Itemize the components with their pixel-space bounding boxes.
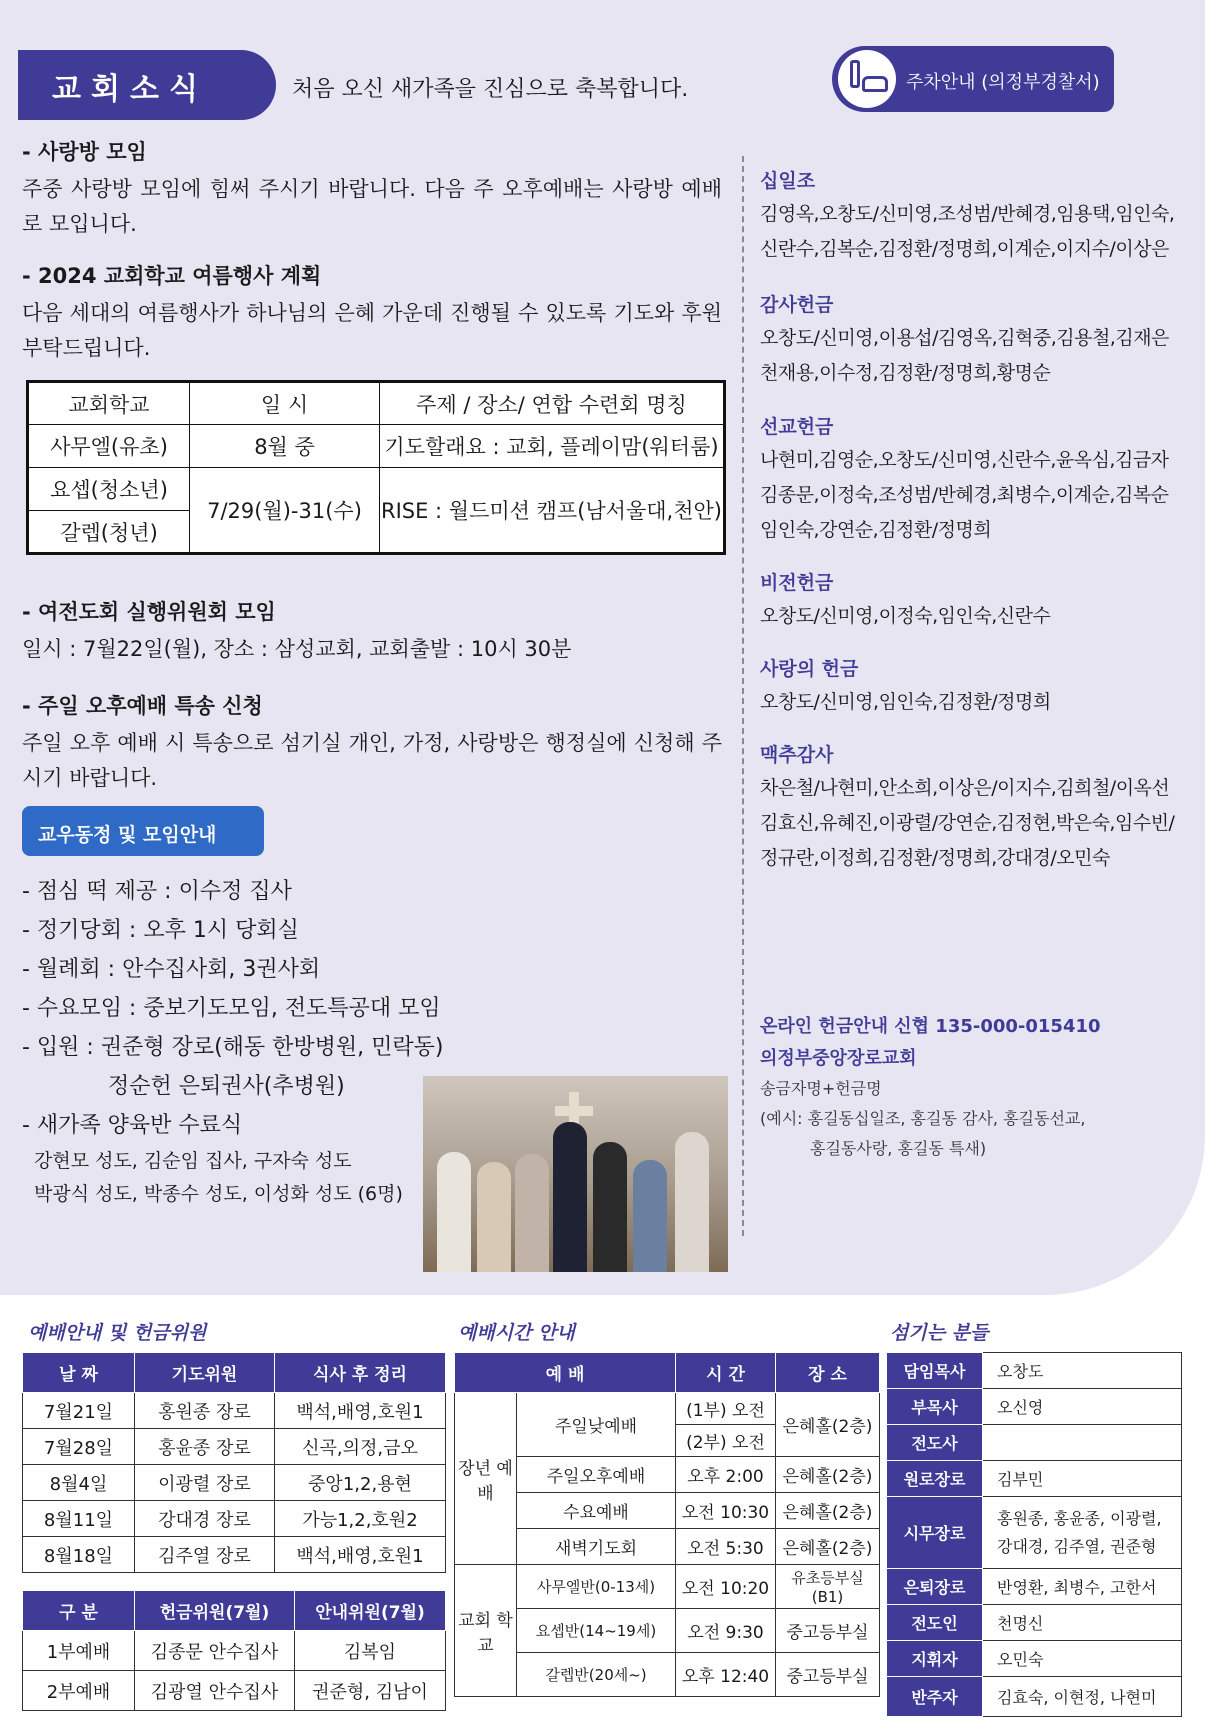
offering-names: [760, 197, 1190, 267]
role-value: 오창도: [983, 1353, 1182, 1389]
table-row: [23, 1631, 446, 1671]
role-label: 전도사: [887, 1425, 983, 1461]
table-header: 안내위원(7월): [295, 1591, 446, 1631]
table-header: 일 시: [190, 382, 380, 425]
table-cell: 중고등부실: [776, 1653, 880, 1697]
table-cell: 주일오후예배: [517, 1457, 676, 1493]
list-item: - 점심 떡 제공 : 이수정 집사: [22, 879, 292, 904]
news-body: 주중 사랑방 모임에 힘써 주시기 바랍니다. 다음 주 오후예배는 사랑방 예배로 모입니다.: [22, 177, 722, 236]
sender-format: 송금자명+헌금명: [760, 1079, 882, 1098]
table-cell: 8월4일: [23, 1465, 135, 1501]
role-value: 김효숙, 이현정, 나현미: [983, 1677, 1182, 1717]
table-cell: 요셉(청소년): [28, 468, 190, 511]
table-cell: 사무엘(유초): [28, 425, 190, 468]
table-row: [887, 1425, 1182, 1461]
table-header: 주제 / 장소/ 연합 수련회 명칭: [380, 382, 725, 425]
table-row: [455, 1565, 880, 1609]
table-row: [23, 1537, 446, 1573]
table-cell: 오전 5:30: [676, 1529, 776, 1565]
list-item: - 입원 : 권준형 장로(해동 한방병원, 민락동): [22, 1035, 444, 1060]
table-cell: 오후 12:40: [676, 1653, 776, 1697]
table-header: 구 분: [23, 1591, 135, 1631]
list-item: - 수요모임 : 중보기도모임, 전도특공대 모임: [22, 996, 441, 1021]
table-cell: 7월28일: [23, 1429, 135, 1465]
role-label: 담임목사: [887, 1353, 983, 1389]
table-cell: 1부예배: [23, 1631, 135, 1671]
table-cell: 8월11일: [23, 1501, 135, 1537]
table-cell: 7월21일: [23, 1393, 135, 1429]
table-header: 예 배: [455, 1353, 676, 1393]
offering-names: [760, 321, 1190, 391]
column-divider: [742, 156, 744, 1236]
table-cell: 김주열 장로: [135, 1537, 275, 1573]
offering-section: [760, 740, 1190, 876]
news-title: - 주일 오후예배 특송 신청: [22, 694, 263, 718]
table-cell: 새벽기도회: [517, 1529, 676, 1565]
table-cell: 요셉반(14~19세): [517, 1609, 676, 1653]
offering-line: 임인숙,강연순,김정환/정명희: [760, 519, 992, 541]
table-header: 날 짜: [23, 1353, 135, 1393]
offering-title: 선교헌금: [760, 416, 834, 438]
usher-table: [22, 1590, 446, 1711]
group-cell: 장년 예배: [455, 1393, 517, 1565]
news-title: - 사랑방 모임: [22, 140, 147, 164]
table-header: 교회학교: [28, 382, 190, 425]
table-cell: 권준형, 김남이: [295, 1671, 446, 1711]
table-cell: 오후 2:00: [676, 1457, 776, 1493]
offering-line: 나현미,김영순,오창도/신미영,신란수,윤옥심,김금자: [760, 449, 1169, 471]
service-time-table: [454, 1352, 880, 1697]
table-cell: 기도할래요 : 교회, 플레이맘(워터룸): [380, 425, 725, 468]
news-title: - 여전도회 실행위원회 모임: [22, 600, 276, 624]
offering-line: 오창도/신미영,이용섭/김영옥,김혁중,김용철,김재은: [760, 327, 1169, 349]
table-cell: 강대경 장로: [135, 1501, 275, 1537]
role-value: 반영환, 최병수, 고한서: [983, 1569, 1182, 1605]
example-line: 홍길동사랑, 홍길동 특새): [810, 1139, 987, 1158]
graduates-line: 박광식 성도, 박종수 성도, 이성화 성도 (6명): [34, 1183, 403, 1205]
servants-table: [886, 1352, 1182, 1717]
offering-line: 오창도/신미영,이정숙,임인숙,신란수: [760, 605, 1051, 627]
news-item: [22, 596, 722, 667]
table-cell: 신곡,의정,금오: [275, 1429, 446, 1465]
table-row: [455, 1609, 880, 1653]
offering-section: [760, 654, 1190, 720]
table-cell: 이광렬 장로: [135, 1465, 275, 1501]
offering-line: 신란수,김복순,김정환/정명희,이계순,이지수/이상은: [760, 238, 1169, 260]
list-item: - 새가족 양육반 수료식: [22, 1113, 243, 1138]
table-row: [887, 1497, 1182, 1569]
offering-title: 비전헌금: [760, 572, 834, 594]
fellowship-list: [22, 874, 444, 1147]
parking-info-button[interactable]: [832, 46, 1114, 112]
graduates: [34, 1146, 403, 1212]
role-label: 원로장로: [887, 1461, 983, 1497]
table-cell: 오전 10:20: [676, 1565, 776, 1609]
offering-section: [760, 568, 1190, 634]
role-label: 은퇴장로: [887, 1569, 983, 1605]
role-label: 부목사: [887, 1389, 983, 1425]
table-row: [887, 1353, 1182, 1389]
offering-title: 십일조: [760, 170, 816, 192]
table-header: 장 소: [776, 1353, 880, 1393]
news-item: [22, 690, 722, 796]
table-cell: 김복임: [295, 1631, 446, 1671]
table-row: [23, 1465, 446, 1501]
table-cell: 8월18일: [23, 1537, 135, 1573]
table-header: 기도위원: [135, 1353, 275, 1393]
group-cell: 교회 학교: [455, 1565, 517, 1697]
table-row: [887, 1605, 1182, 1641]
offering-title: 감사헌금: [760, 294, 834, 316]
role-label: 반주자: [887, 1677, 983, 1717]
news-body: 주일 오후 예배 시 특송으로 섬기실 개인, 가정, 사랑방은 행정실에 신청해 주시기 바랍니다.: [22, 731, 722, 790]
role-value: [983, 1425, 1182, 1461]
table-header: 시 간: [676, 1353, 776, 1393]
table-row: [887, 1641, 1182, 1677]
role-label: 전도인: [887, 1605, 983, 1641]
offering-section: [760, 166, 1190, 267]
table-cell: 갈렙(청년): [28, 511, 190, 554]
committee-table: [22, 1352, 446, 1573]
graduates-line: 강현모 성도, 김순임 집사, 구자숙 성도: [34, 1150, 352, 1172]
news-item: [22, 136, 722, 242]
section-title: 예배시간 안내: [458, 1322, 575, 1344]
offering-line: 김효신,유혜진,이광렬/강연순,김정현,박은숙,임수빈/: [760, 812, 1175, 834]
table-cell: (1부) 오전: [676, 1393, 776, 1425]
table-cell: 유초등부실(B1): [776, 1565, 880, 1609]
role-label: 시무장로: [887, 1497, 983, 1569]
graduation-photo: [423, 1076, 728, 1272]
table-cell: 홍원종 장로: [135, 1393, 275, 1429]
table-cell: 수요예배: [517, 1493, 676, 1529]
offering-title: 사랑의 헌금: [760, 658, 859, 680]
offering-line: 오창도/신미영,임인숙,김정환/정명희: [760, 691, 1051, 713]
table-cell: 은혜홀(2층): [776, 1457, 880, 1493]
table-header: 헌금위원(7월): [135, 1591, 295, 1631]
table-cell: RISE : 월드미션 캠프(남서울대,천안): [380, 468, 725, 554]
table-row: [887, 1461, 1182, 1497]
list-item: - 월례회 : 안수집사회, 3권사회: [22, 957, 321, 982]
example-line: (예시: 홍길동십일조, 홍길동 감사, 홍길동선교,: [760, 1109, 1086, 1128]
table-cell: 가능1,2,호원2: [275, 1501, 446, 1537]
news-body: 일시 : 7월22일(월), 장소 : 삼성교회, 교회출발 : 10시 30분: [22, 637, 572, 661]
news-item: [22, 260, 722, 366]
table-cell: 백석,배영,호원1: [275, 1393, 446, 1429]
offering-section: [760, 290, 1190, 391]
list-item: - 정기당회 : 오후 1시 당회실: [22, 918, 299, 943]
role-value: 홍원종, 홍윤종, 이광렬, 강대경, 김주열, 권준형: [983, 1497, 1182, 1569]
role-value: 오민숙: [983, 1641, 1182, 1677]
offering-line: 김영옥,오창도/신미영,조성범/반혜경,임용택,임인숙,: [760, 203, 1175, 225]
welcome-message: 처음 오신 새가족을 진심으로 축복합니다.: [292, 77, 689, 102]
parking-car-icon: [838, 50, 896, 108]
list-item: 정순헌 은퇴권사(추병원): [108, 1074, 345, 1099]
bank-account: 온라인 헌금안내 신협 135-000-015410: [760, 1016, 1101, 1037]
table-cell: 2부예배: [23, 1671, 135, 1711]
table-row: [23, 1501, 446, 1537]
account-holder: 의정부중앙장로교회: [760, 1048, 917, 1069]
table-row: [23, 1429, 446, 1465]
offering-line: 정규란,이정희,김정환/정명희,강대경/오민숙: [760, 847, 1110, 869]
table-row: [887, 1677, 1182, 1717]
offering-names: [760, 443, 1190, 548]
offering-names: [760, 771, 1190, 876]
role-value: 오신영: [983, 1389, 1182, 1425]
section-title: 섬기는 분들: [890, 1322, 989, 1344]
table-cell: 오전 10:30: [676, 1493, 776, 1529]
table-cell: 은혜홀(2층): [776, 1529, 880, 1565]
table-row: [455, 1493, 880, 1529]
table-row: [887, 1569, 1182, 1605]
table-cell: 홍윤종 장로: [135, 1429, 275, 1465]
table-row: [455, 1457, 880, 1493]
table-cell: 중앙1,2,용현: [275, 1465, 446, 1501]
school-event-table: [26, 380, 726, 555]
online-offering-info: [760, 1012, 1200, 1166]
table-cell: 중고등부실: [776, 1609, 880, 1653]
offering-line: 김종문,이정숙,조성범/반혜경,최병수,이계순,김복순: [760, 484, 1169, 506]
table-cell: 사무엘반(0-13세): [517, 1565, 676, 1609]
table-cell: 김광열 안수집사: [135, 1671, 295, 1711]
offering-names: [760, 599, 1190, 634]
table-row: [455, 1653, 880, 1697]
table-cell: 갈렙반(20세~): [517, 1653, 676, 1697]
role-label: 지휘자: [887, 1641, 983, 1677]
table-cell: 8월 중: [190, 425, 380, 468]
offering-names: [760, 685, 1190, 720]
role-value: 천명신: [983, 1605, 1182, 1641]
offering-line: 천재용,이수정,김정환/정명희,황명순: [760, 362, 1051, 384]
offering-section: [760, 412, 1190, 548]
table-row: [23, 1671, 446, 1711]
news-title: - 2024 교회학교 여름행사 계획: [22, 264, 322, 288]
offering-title: 맥추감사: [760, 744, 834, 766]
offering-line: 차은철/나현미,안소희,이상은/이지수,김희철/이옥선: [760, 777, 1170, 799]
table-cell: 김종문 안수집사: [135, 1631, 295, 1671]
table-cell: 7/29(월)-31(수): [190, 468, 380, 554]
fellowship-tab: 교우동정 및 모임안내: [22, 806, 264, 856]
news-body: 다음 세대의 여름행사가 하나님의 은혜 가운데 진행될 수 있도록 기도와 후원 부탁드립니다.: [22, 301, 722, 360]
parking-label: 주차안내 (의정부경찰서): [906, 72, 1100, 93]
table-cell: 은혜홀(2층): [776, 1393, 880, 1457]
church-news-tab: 교회소식: [18, 50, 276, 120]
table-cell: (2부) 오전: [676, 1425, 776, 1457]
table-header: 식사 후 정리: [275, 1353, 446, 1393]
table-cell: 주일낮예배: [517, 1393, 676, 1457]
section-title: 예배안내 및 헌금위원: [28, 1322, 207, 1344]
table-row: [455, 1529, 880, 1565]
table-cell: 은혜홀(2층): [776, 1493, 880, 1529]
table-cell: 백석,배영,호원1: [275, 1537, 446, 1573]
role-value: 김부민: [983, 1461, 1182, 1497]
table-row: [23, 1393, 446, 1429]
table-row: [887, 1389, 1182, 1425]
table-cell: 오전 9:30: [676, 1609, 776, 1653]
